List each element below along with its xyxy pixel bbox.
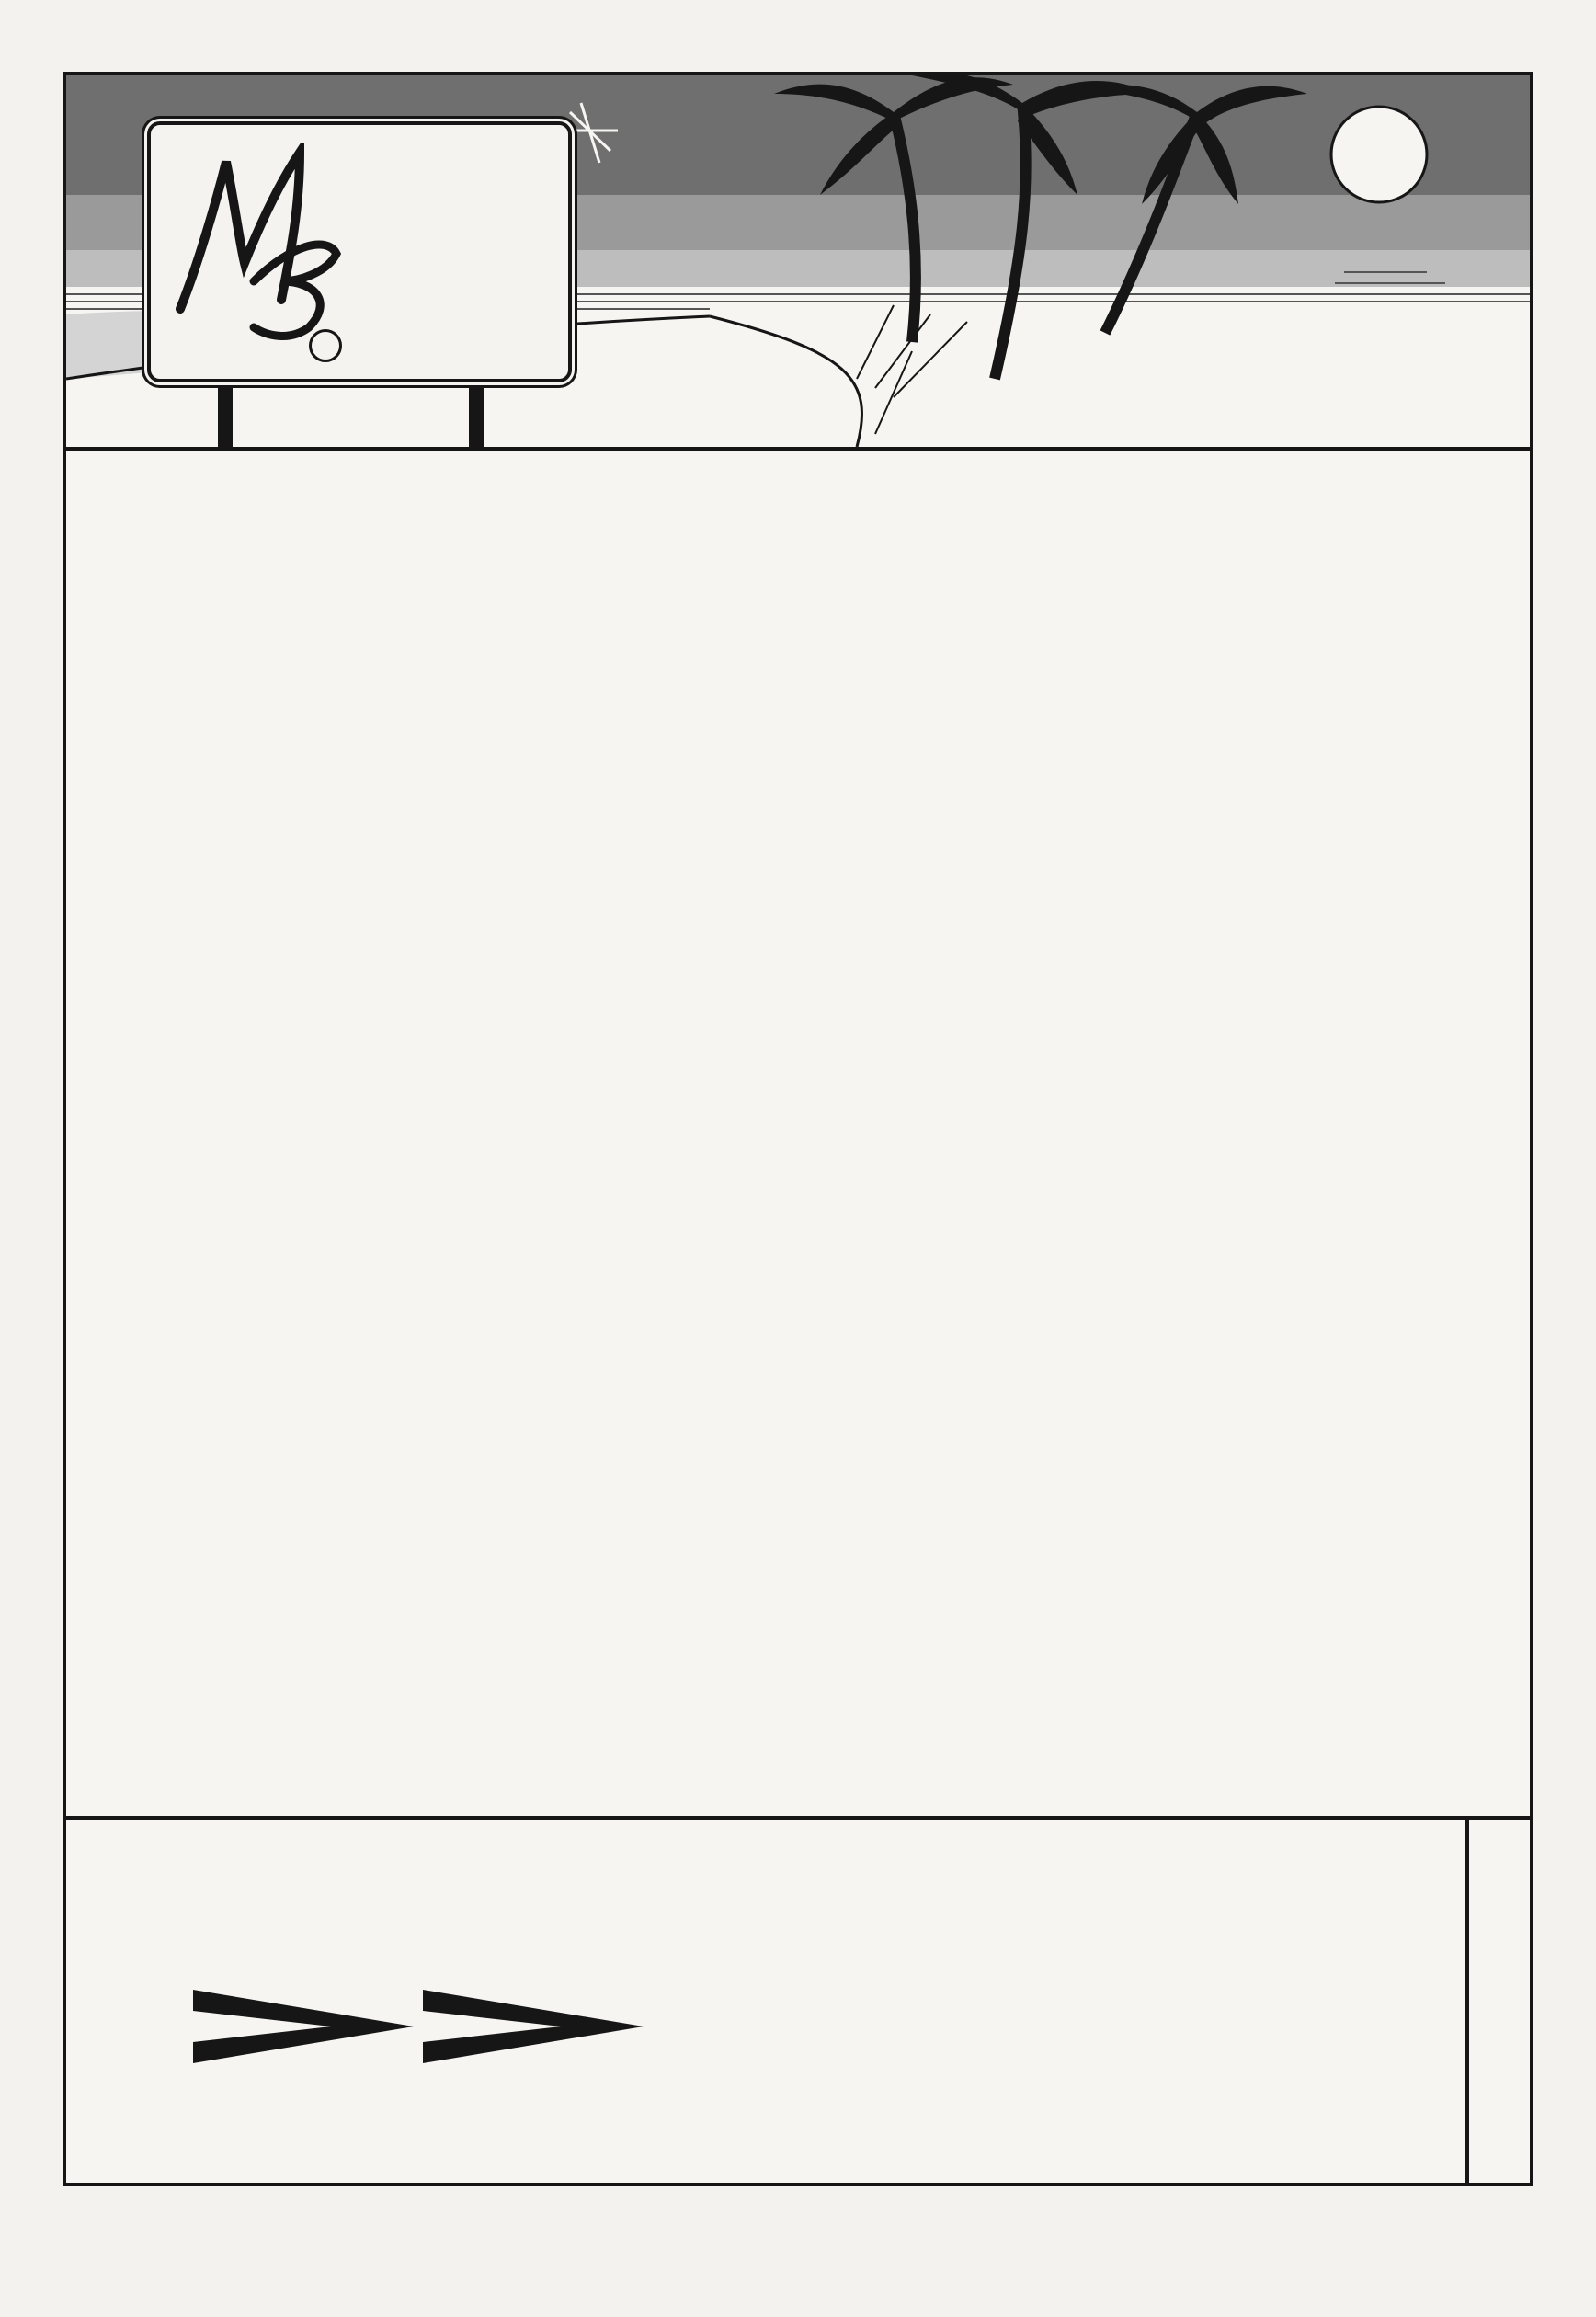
- top10-box: [66, 1816, 1530, 2186]
- dance-charts-sign: [147, 121, 572, 382]
- double-arrow-icon: [193, 1976, 653, 2077]
- mb-logo: [162, 143, 346, 346]
- header-illustration: [66, 75, 1530, 451]
- copyright-mark: [309, 329, 342, 362]
- date-box: [1465, 1820, 1530, 2186]
- chart-frame: [63, 72, 1533, 2186]
